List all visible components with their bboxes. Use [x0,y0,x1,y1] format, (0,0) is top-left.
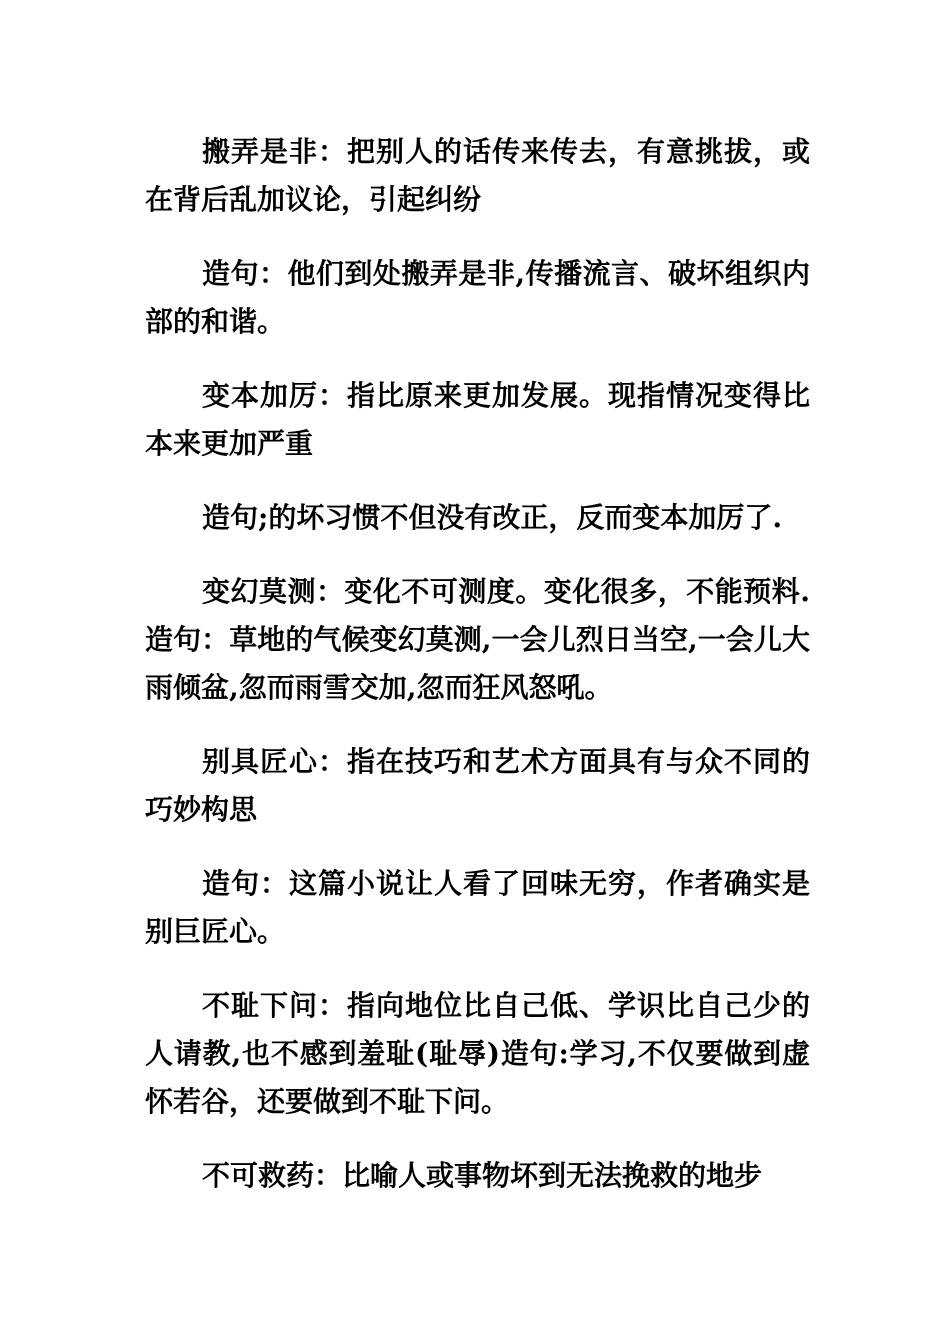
paragraph-banong-shifei-definition: 搬弄是非：把别人的话传来传去，有意挑拔，或在背后乱加议论，引起纠纷 [145,135,810,216]
paragraph-bianhuan-moce: 变幻莫测：变化不可测度。变化很多，不能预料.造句：草地的气候变幻莫测,一会儿烈日当空,一会儿大雨倾盆,忽而雨雪交加,忽而狂风怒吼。 [145,575,810,704]
paragraph-banong-shifei-example: 造句：他们到处搬弄是非,传播流言、破坏组织内部的和谐。 [145,257,810,338]
document-body [145,128,810,1200]
paragraph-buke-jiuyao-definition: 不可救药：比喻人或事物坏到无法挽救的地步 [202,1159,763,1192]
paragraph-buchi-xiawen: 不耻下问：指向地位比自己低、学识比自己少的人请教,也不感到羞耻(耻辱)造句:学习,不仅要做到虚怀若谷，还要做到不耻下问。 [145,989,810,1118]
paragraph-bianben-jiali-definition: 变本加厉：指比原来更加发展。现指情况变得比本来更加严重 [145,379,810,460]
paragraph-bieju-jiangxin-example: 造句：这篇小说让人看了回味无穷，作者确实是别巨匠心。 [145,867,810,948]
paragraph-bianben-jiali-example: 造句;的坏习惯不但没有改正，反而变本加厉了. [202,501,783,534]
paragraph-bieju-jiangxin-definition: 别具匠心：指在技巧和艺术方面具有与众不同的巧妙构思 [145,745,810,826]
